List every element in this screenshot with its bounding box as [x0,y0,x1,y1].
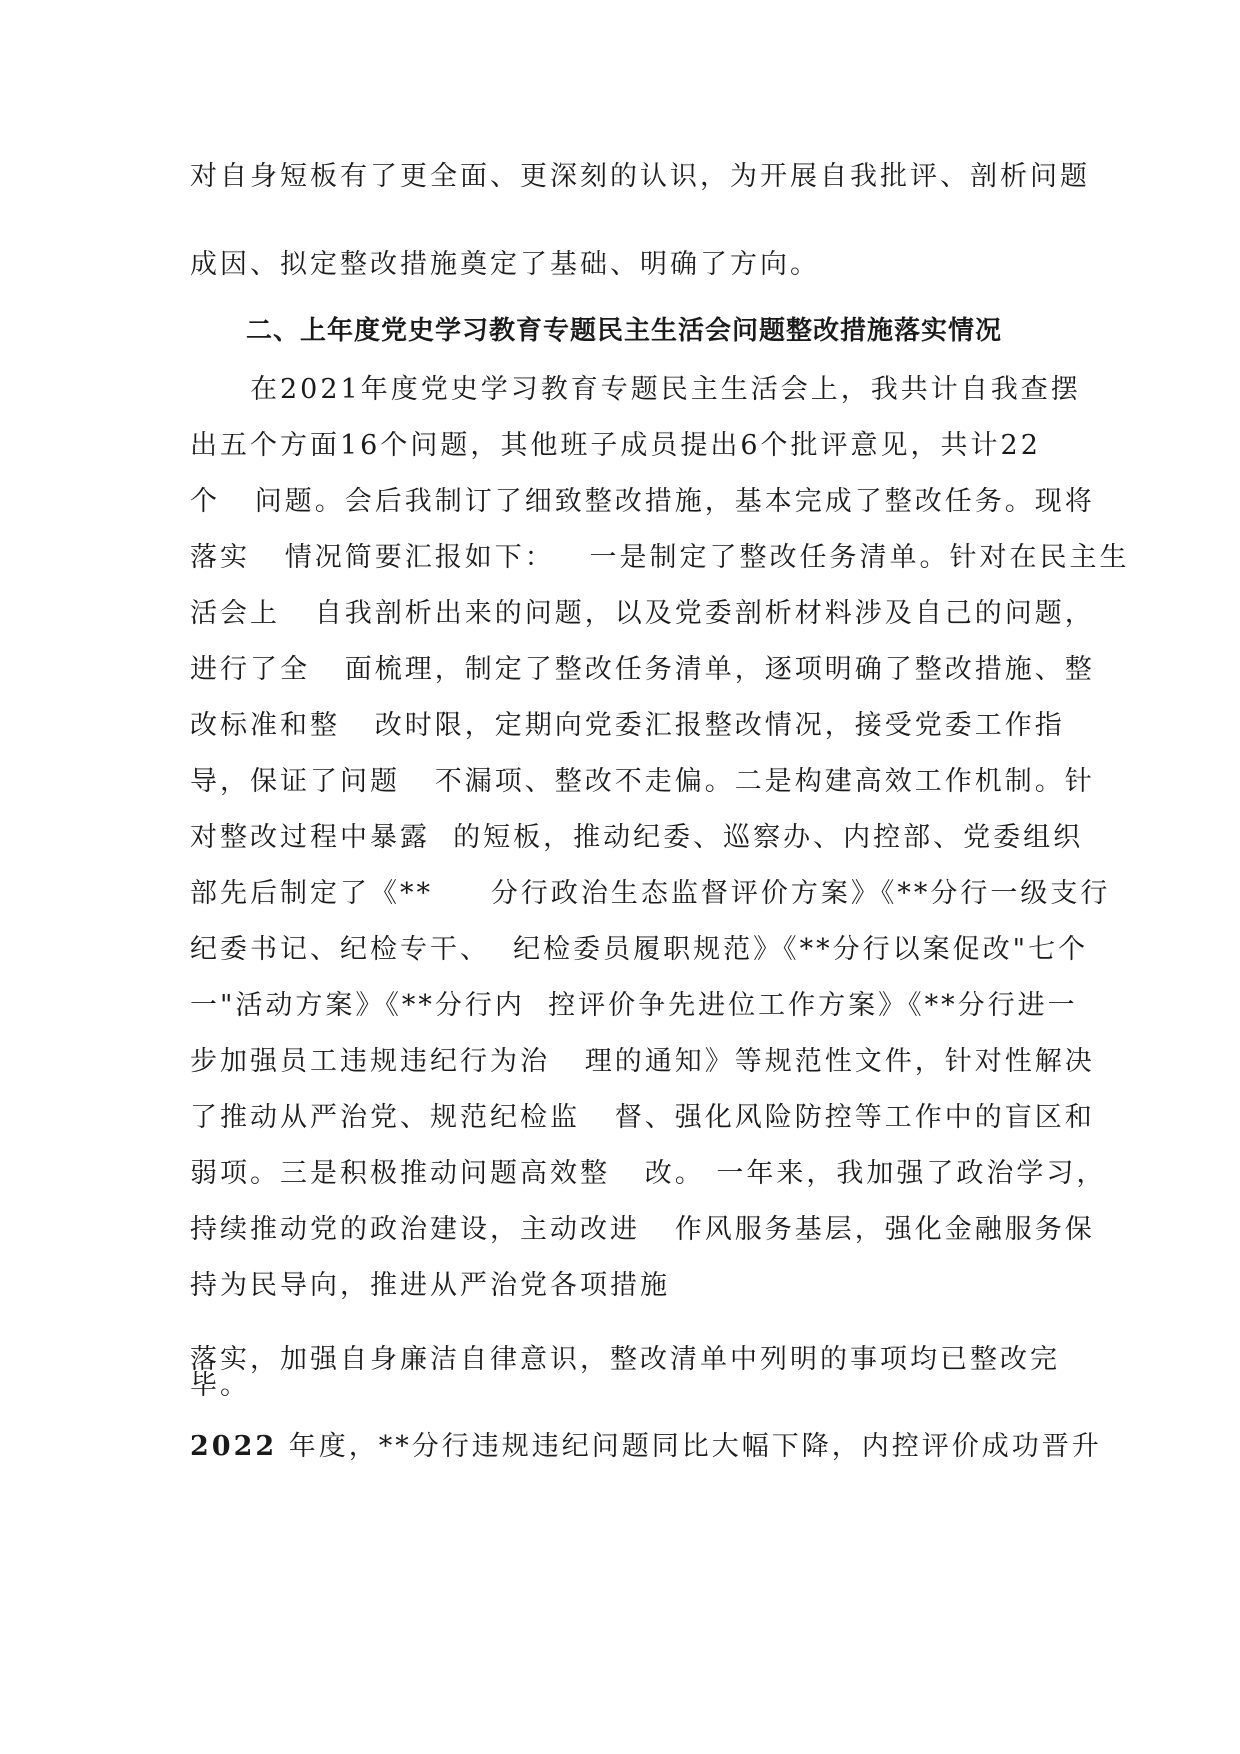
body-line: 一"活动方案》《**分行内 控评价争先进位工作方案》《**分行进一 [190,990,1078,1021]
intro-line-1: 对自身短板有了更全面、更深刻的认识，为开展自我批评、剖析问题 [190,161,1090,192]
body-line: 纪委书记、纪检专干、 纪检委员履职规范》《**分行以案促改"七个 [190,934,1089,965]
body-line: 部先后制定了《** 分行政治生态监督评价方案》《**分行一级支行 [190,878,1111,909]
body-line: 持续推动党的政治建设，主动改进 作风服务基层，强化金融服务保 [190,1214,1095,1245]
body-line: 在2021年度党史学习教育专题民主生活会上，我共计自我查摆 [250,374,1081,405]
body-line: 个 问题。会后我制订了细致整改措施，基本完成了整改任务。现将 [190,486,1095,517]
tail-line: 落实，加强自身廉洁自律意识，整改清单中列明的事项均已整改完 [190,1344,1060,1375]
intro-line-2: 成因、拟定整改措施奠定了基础、明确了方向。 [190,249,820,280]
tail-line: 毕。 [190,1370,250,1401]
last-line [190,1430,1102,1464]
body-line: 落实 情况简要汇报如下： 一是制定了整改任务清单。针对在民主生 [190,542,1130,573]
body-line: 持为民导向，推进从严治党各项措施 [190,1270,670,1301]
year-number: 2022 [190,1431,278,1462]
body-line: 活会上 自我剖析出来的问题，以及党委剖析材料涉及自己的问题， [190,598,1095,629]
section-heading: 二、上年度党史学习教育专题民主生活会问题整改措施落实情况 [246,316,1003,346]
body-line: 对整改过程中暴露 的短板，推动纪委、巡察办、内控部、党委组织 [190,822,1084,853]
body-line: 弱项。三是积极推动问题高效整 改。 一年来，我加强了政治学习， [190,1158,1107,1189]
body-line: 出五个方面16个问题，其他班子成员提出6个批评意见，共计22 [190,430,1041,461]
last-line-text: 年度，**分行违规违纪问题同比大幅下降，内控评价成功晋升 [277,1431,1102,1462]
body-line: 了推动从严治党、规范纪检监 督、强化风险防控等工作中的盲区和 [190,1102,1095,1133]
body-line: 步加强员工违规违纪行为治 理的通知》等规范性文件，针对性解决 [190,1046,1095,1077]
body-line: 改标准和整 改时限，定期向党委汇报整改情况，接受党委工作指 [190,710,1065,741]
body-line: 导，保证了问题 不漏项、整改不走偏。二是构建高效工作机制。针 [190,766,1095,797]
body-line: 进行了全 面梳理，制定了整改任务清单，逐项明确了整改措施、整 [190,654,1095,685]
